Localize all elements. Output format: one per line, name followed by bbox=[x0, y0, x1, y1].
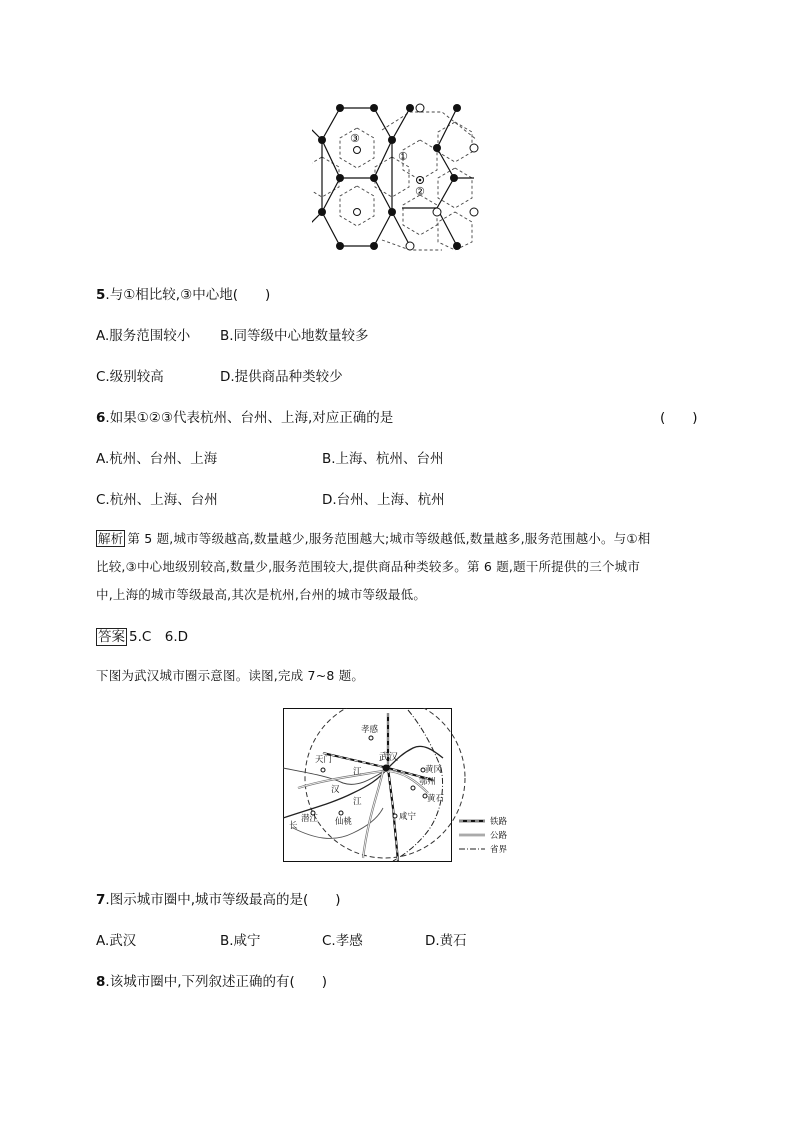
q7-option-a[interactable]: A.武汉 bbox=[96, 933, 137, 949]
city-xianning: 咸宁 bbox=[399, 812, 417, 822]
q5-option-a[interactable]: A.服务范围较小 bbox=[96, 328, 191, 344]
river-label-han: 汉 bbox=[331, 785, 340, 795]
explanation-tag: 解析 bbox=[98, 531, 124, 546]
label-1: ① bbox=[398, 150, 408, 163]
river-label-chang: 长 bbox=[289, 821, 298, 831]
q7-option-c[interactable]: C.孝感 bbox=[322, 933, 363, 949]
wuhan-city-circle-map bbox=[283, 708, 520, 863]
q6-option-c[interactable]: C.杭州、上海、台州 bbox=[96, 492, 218, 508]
river-label-jiang-2: 江 bbox=[353, 797, 362, 807]
q6-option-a[interactable]: A.杭州、台州、上海 bbox=[96, 451, 218, 467]
explanation-line-2: 比较,③中心地级别较高,数量少,服务范围较大,提供商品种类较多。第 6 题,题干所提供的三个城市 bbox=[96, 559, 641, 574]
answer-line: 答案 5.C 6.D bbox=[98, 629, 189, 645]
river-label-jiang-1: 江 bbox=[353, 767, 362, 777]
question-6-stem: 6.如果①②③代表杭州、台州、上海,对应正确的是 bbox=[96, 410, 394, 426]
city-ezhou: 鄂州 bbox=[419, 777, 437, 787]
label-3: ③ bbox=[350, 132, 360, 145]
legend-provincial-border: 省界 bbox=[490, 845, 508, 855]
central-place-hexagon-diagram bbox=[312, 100, 492, 252]
answer-tag: 答案 bbox=[98, 629, 125, 645]
q6-option-b[interactable]: B.上海、杭州、台州 bbox=[322, 451, 444, 467]
q7-option-d[interactable]: D.黄石 bbox=[425, 933, 467, 949]
question-8-stem: 8.该城市圈中,下列叙述正确的有( ) bbox=[96, 974, 328, 990]
label-2: ② bbox=[415, 185, 425, 198]
legend-railway: 铁路 bbox=[490, 817, 508, 827]
q5-option-d[interactable]: D.提供商品种类较少 bbox=[220, 369, 343, 385]
question-5-stem: 5.与①相比较,③中心地( ) bbox=[96, 287, 271, 303]
city-huanggang: 黄冈 bbox=[425, 765, 443, 775]
q6-answer-paren: ( ) bbox=[660, 410, 698, 426]
legend-highway: 公路 bbox=[490, 831, 508, 841]
q7-option-b[interactable]: B.咸宁 bbox=[220, 933, 261, 949]
q6-option-d[interactable]: D.台州、上海、杭州 bbox=[322, 492, 445, 508]
city-tianmen: 天门 bbox=[315, 755, 333, 765]
question-7-stem: 7.图示城市圈中,城市等级最高的是( ) bbox=[96, 892, 341, 908]
explanation-line-1: 解析 第 5 题,城市等级越高,数量越少,服务范围越大;城市等级越低,数量越多,服务范围越小。与①相 bbox=[98, 531, 651, 546]
map-intro-text: 下图为武汉城市圈示意图。读图,完成 7~8 题。 bbox=[96, 668, 365, 683]
city-huangshi: 黄石 bbox=[427, 794, 445, 804]
city-qianjiang: 潜江 bbox=[301, 814, 319, 824]
q5-option-c[interactable]: C.级别较高 bbox=[96, 369, 164, 385]
city-xiaogan: 孝感 bbox=[361, 725, 379, 735]
map-legend bbox=[459, 816, 508, 855]
city-xiantao: 仙桃 bbox=[335, 817, 353, 827]
city-wuhan: 武汉 bbox=[379, 752, 399, 763]
explanation-line-3: 中,上海的城市等级最高,其次是杭州,台州的城市等级最低。 bbox=[96, 587, 427, 602]
q5-option-b[interactable]: B.同等级中心地数量较多 bbox=[220, 328, 369, 344]
